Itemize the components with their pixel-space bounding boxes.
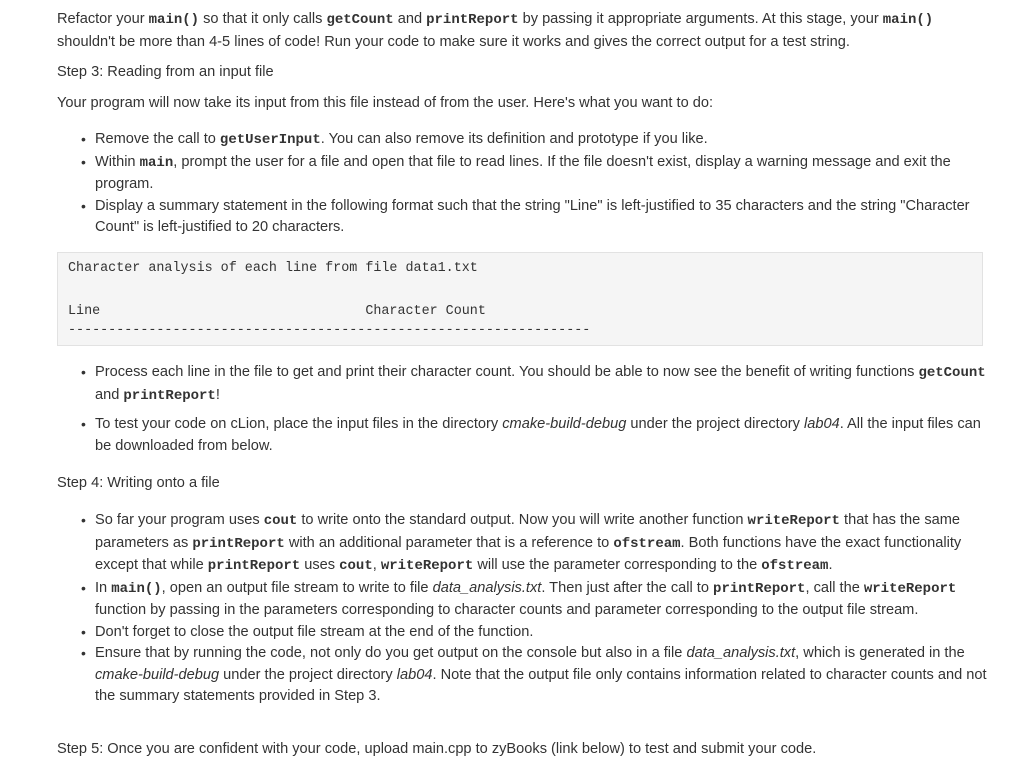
text: Refactor your — [57, 11, 149, 27]
emphasis: lab04 — [396, 666, 433, 683]
inline-code: main — [139, 154, 174, 171]
text: . Then just after the call to — [541, 579, 714, 596]
inline-code: printReport — [713, 580, 806, 597]
step4-heading: Step 4: Writing onto a file — [57, 475, 220, 491]
step3-heading: Step 3: Reading from an input file — [57, 64, 274, 80]
emphasis: lab04 — [804, 416, 840, 432]
text: . Note that the output file only contains information related to character counts and not the summary statements provided in Step 3. — [95, 666, 987, 704]
list-item — [57, 643, 989, 708]
inline-code: getUserInput — [219, 132, 321, 148]
code-line: Line Character Count — [68, 304, 486, 319]
inline-code: main() — [882, 12, 934, 28]
bullet-glyph: • — [81, 579, 86, 596]
text: and — [95, 386, 124, 403]
inline-code: cout — [263, 513, 298, 529]
text: , prompt the user for a file and open that file to read lines. If the file doesn't exist, display a warning message and exit the program. — [95, 153, 951, 192]
inline-code: ofstream — [613, 535, 681, 552]
inline-code: writeReport — [863, 580, 957, 597]
emphasis: data_analysis.txt — [686, 645, 796, 661]
step3-list — [57, 129, 989, 239]
text: Don't forget to close the output file stream at the end of the function. — [95, 623, 534, 640]
inline-code: getCount — [918, 365, 986, 381]
bullet-glyph: • — [81, 623, 86, 640]
text: . Both functions have the exact functionality except that while — [95, 534, 962, 573]
list-item — [57, 622, 989, 644]
list-item — [57, 152, 989, 196]
inline-code: main() — [111, 580, 162, 597]
emphasis: data_analysis.txt — [432, 579, 542, 596]
list-item — [57, 578, 989, 622]
text: . You can also remove its definition and prototype if you like. — [320, 131, 708, 147]
inline-code: printReport — [207, 558, 301, 574]
text: , — [372, 557, 381, 573]
step4-list — [57, 510, 989, 708]
inline-code: getCount — [326, 12, 394, 28]
text: Remove the call to — [95, 131, 220, 147]
emphasis: cmake-build-debug — [502, 416, 627, 432]
text: To test your code on cLion, place the input files in the directory — [95, 416, 503, 432]
inline-code: cout — [339, 558, 373, 574]
text: under the project directory — [219, 666, 397, 683]
text: shouldn't be more than 4-5 lines of code! Run your code to make sure it works and gives the correct output for a test string. — [57, 33, 850, 50]
bullet-glyph: • — [81, 153, 86, 170]
list-item — [57, 196, 989, 239]
list-item — [57, 362, 989, 407]
intro-paragraph — [57, 9, 989, 53]
bullet-glyph: • — [81, 416, 86, 432]
text: by passing it appropriate arguments. At this stage, your — [518, 11, 883, 27]
text: . — [828, 557, 833, 573]
text: So far your program uses — [95, 512, 264, 528]
text: ! — [215, 386, 220, 403]
text: function by passing in the parameters corresponding to character counts and parameter corresponding to the output file stream. — [95, 602, 919, 618]
step3-list-continued — [57, 362, 989, 407]
bullet-glyph: • — [81, 131, 86, 147]
bullet-glyph: • — [81, 512, 86, 528]
bullet-glyph: • — [81, 645, 86, 661]
text: with an additional parameter that is a reference to — [284, 534, 614, 551]
inline-code: printReport — [123, 387, 216, 404]
text: and — [393, 11, 427, 27]
text: under the project directory — [626, 416, 805, 432]
code-line: ----------------------------------------------------------------- — [68, 323, 591, 338]
text: uses — [300, 557, 340, 573]
text: Within — [95, 153, 140, 170]
step3-list-continued-2 — [57, 414, 989, 457]
code-line: Character analysis of each line from file data1.txt — [68, 261, 478, 276]
list-item — [57, 129, 989, 152]
text: , which is generated in the — [795, 645, 965, 661]
text: Ensure that by running the code, not only do you get output on the console but also in a file — [95, 645, 687, 661]
inline-code: writeReport — [747, 513, 840, 529]
inline-code: printReport — [192, 535, 285, 552]
inline-code: ofstream — [761, 558, 829, 574]
inline-code: printReport — [426, 12, 519, 28]
text: Display a summary statement in the following format such that the string "Line" is left-justified to 35 characters and the string "Character Count" is left-justified to 20 characters. — [95, 197, 970, 235]
text: In — [95, 579, 112, 596]
text: . All the input files can be downloaded from below. — [95, 416, 981, 454]
text: to write onto the standard output. Now you will write another function — [297, 512, 748, 528]
inline-code: main() — [148, 12, 200, 28]
text: so that it only calls — [199, 11, 327, 27]
bullet-glyph: • — [81, 197, 86, 214]
list-item — [57, 414, 989, 457]
bullet-glyph: • — [81, 364, 86, 380]
text: that has the same parameters as — [95, 512, 961, 551]
inline-code: writeReport — [380, 558, 474, 574]
step5-paragraph: Step 5: Once you are confident with your code, upload main.cpp to zyBooks (link below) to test and submit your code. — [57, 741, 817, 757]
emphasis: cmake-build-debug — [95, 666, 220, 683]
text: , call the — [805, 579, 864, 596]
step3-lead: Your program will now take its input from this file instead of from the user. Here's what you want to do: — [57, 95, 714, 111]
text: Process each line in the file to get and print their character count. You should be able to now see the benefit of writing functions — [95, 364, 919, 380]
text: will use the parameter corresponding to the — [473, 557, 762, 573]
text: , open an output file stream to write to file — [161, 579, 433, 596]
list-item — [57, 510, 989, 578]
